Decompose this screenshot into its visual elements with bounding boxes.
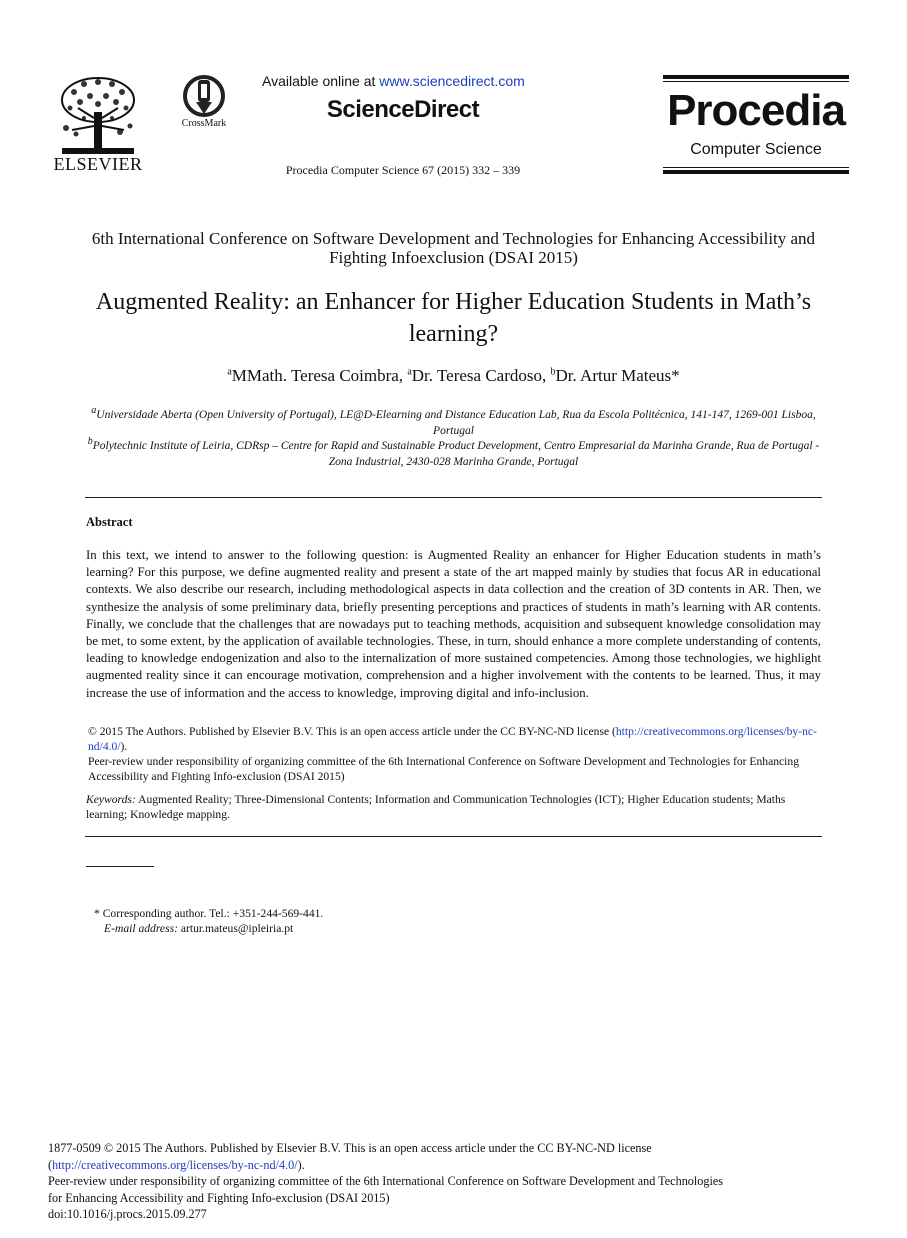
paper-title: Augmented Reality: an Enhancer for Higher Education Students in Math’s learning? [95, 289, 812, 347]
procedia-subtitle: Computer Science [690, 141, 822, 158]
author-list [90, 366, 817, 386]
procedia-title: Procedia [667, 86, 845, 135]
available-online [262, 73, 562, 89]
elsevier-wordmark: ELSEVIER [53, 154, 143, 174]
procedia-top-rule [663, 75, 849, 79]
author-name: MMath. Teresa Coimbra, [231, 366, 408, 385]
elsevier-logo [50, 74, 146, 178]
footer-license-link[interactable]: http://creativecommons.org/licenses/by-nc-nd/4.0/ [52, 1157, 298, 1172]
peer-review-statement: Peer-review under responsibility of organizing committee of the 6th International Conference on Software Development and Technologies for Enhancing Accessibility and Fighting Info-exclusion (DSAI 2015) [88, 755, 799, 783]
email-label: E-mail address: [104, 922, 178, 935]
license-prefix: © 2015 The Authors. Published by Elsevier B.V. This is an open access article under the CC BY-NC-ND license ( [88, 725, 616, 738]
crossmark-icon [182, 74, 226, 118]
abstract-top-rule [85, 497, 822, 498]
corresponding-author-line: * Corresponding author. Tel.: +351-244-569-441. [94, 907, 324, 920]
available-prefix: Available online at [262, 73, 380, 89]
elsevier-tree-icon [54, 74, 142, 156]
author-affil-mark: a [227, 366, 232, 378]
journal-citation: Procedia Computer Science 67 (2015) 332 – 339 [285, 163, 521, 177]
footnote-rule [86, 866, 154, 867]
procedia-bottom-rule [663, 170, 849, 174]
footer-peer-review-2: for Enhancing Accessibility and Fighting Info-exclusion (DSAI 2015) [48, 1190, 390, 1205]
keywords-list: Augmented Reality; Three-Dimensional Contents; Information and Communication Technologies (ICT); Higher Education students; Maths learning; Knowledge mapping. [86, 793, 786, 821]
abstract-body: In this text, we intend to answer to the following question: is Augmented Reality an enhancer for Higher Education students in math’s learning? For this purpose, we define augmented reality and present a state of the art mapped mainly by studies that focus AR in educational contexts. We also describe our research, including methodological aspects in data collection and the creation of 3D contents in AR. Then, we synthesize the analysis of some preliminary data, briefly presenting perceptions and practices of students in math’s learning with AR contents. Finally, we conclude that the challenges that are nowadays put to teaching methods, acquisition and subsequent knowledge consolidation may be met, to some extent, by the application of available technologies. These, in turn, should enhance a more complete understanding of contents, leading to knowledge endogenization and also to the internalization of more sustained competencies. Among those technologies, we highlight augmented reality since it can encourage motivation, comprehension and a higher involvement with the contents to be learned. Thus, it may increase the use of information and the access to knowledge, improving digital and info-inclusion. [86, 548, 821, 700]
procedia-top-rule-thin [663, 81, 849, 82]
email-address[interactable]: artur.mateus@ipleiria.pt [177, 922, 294, 935]
license-link[interactable]: http://creativecommons.org/licenses/by-nc-nd/4.0/ [88, 725, 817, 753]
crossmark-label: CrossMark [181, 118, 227, 129]
author-name: Dr. Artur Mateus* [555, 366, 680, 385]
license-statement [86, 724, 823, 754]
email-line [94, 921, 323, 936]
procedia-logo [663, 73, 849, 177]
copyright-footer [48, 1140, 848, 1223]
abstract-bottom-rule [85, 836, 822, 837]
affiliation-mark: a [91, 405, 97, 416]
conference-name: 6th International Conference on Software Development and Technologies for Enhancing Accessibility and Fighting Infoexclusion (DSAI 2015) [91, 229, 816, 267]
license-suffix: ). [120, 740, 128, 753]
doi-line[interactable]: doi:10.1016/j.procs.2015.09.277 [48, 1207, 207, 1221]
corresponding-author-footnote [94, 906, 323, 936]
author-name: Dr. Teresa Cardoso, [411, 366, 551, 385]
footer-peer-review-1: Peer-review under responsibility of organizing committee of the 6th International Conference on Software Development and Technologies [48, 1174, 723, 1188]
sciencedirect-wordmark: ScienceDirect [326, 96, 480, 123]
affiliation-b [86, 434, 821, 470]
crossmark-badge[interactable] [176, 74, 232, 134]
procedia-bottom-rule-thin [663, 167, 849, 168]
affiliation-text: Universidade Aberta (Open University of Portugal), LE@D-Elearning and Distance Education Lab, Rua da Escola Politécnica, 141-147, 1269-001 Lisboa, Portugal [96, 408, 816, 437]
author-affil-mark: a [407, 366, 412, 378]
affiliation-text: Polytechnic Institute of Leiria, CDRsp – Centre for Rapid and Sustainable Product Development, Centro Empresarial da Marinha Grande, Rua de Portugal - Zona Industrial, 2430-028 Marinha Grande, Portugal [92, 439, 820, 468]
issn-line: 1877-0509 © 2015 The Authors. Published by Elsevier B.V. This is an open access article under the CC BY-NC-ND license [48, 1141, 652, 1155]
footer-license-line: (http://creativecommons.org/licenses/by-nc-nd/4.0/). [48, 1157, 305, 1172]
abstract-heading: Abstract [86, 515, 133, 529]
author-affil-mark: b [550, 366, 556, 378]
keywords-label: Keywords: [86, 793, 136, 806]
affiliation-mark: b [87, 436, 93, 447]
keywords [86, 792, 821, 822]
sciencedirect-link[interactable]: www.sciencedirect.com [379, 73, 525, 89]
